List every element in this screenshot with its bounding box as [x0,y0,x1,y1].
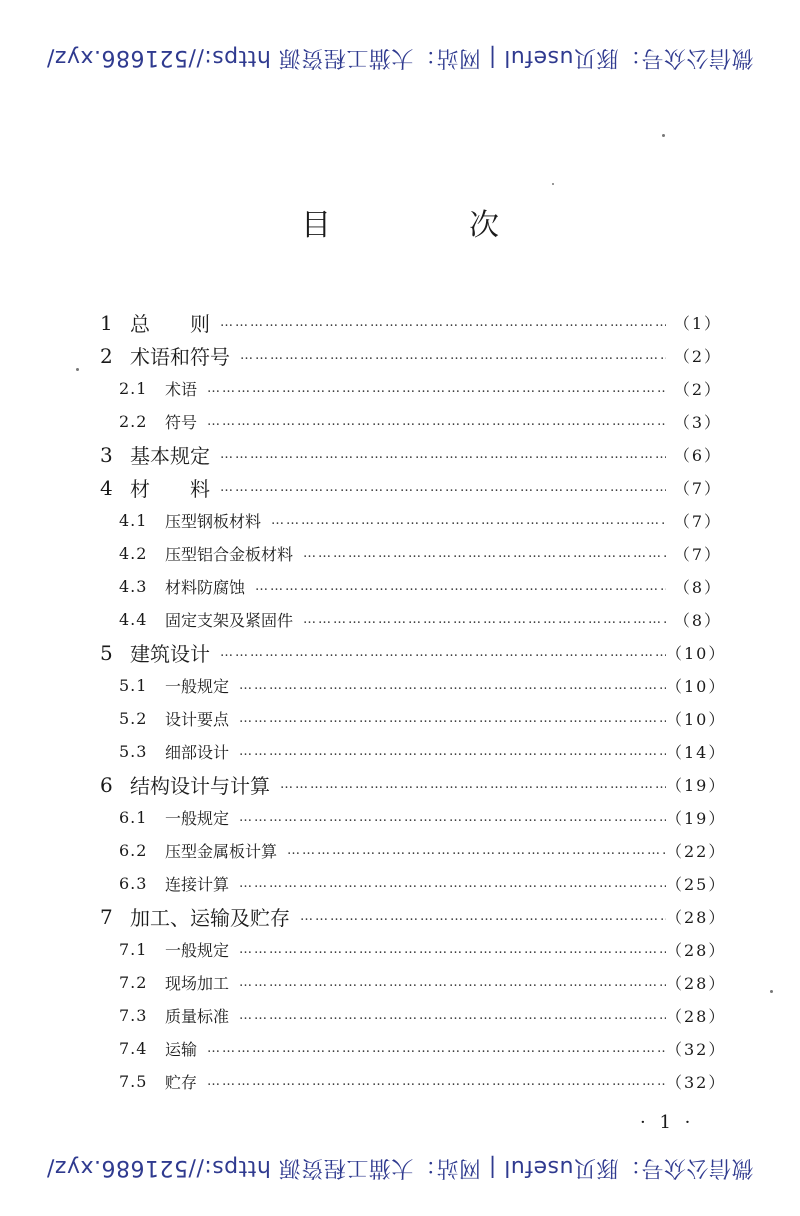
toc-section-row [100,801,727,834]
toc-label: 一般规定 [165,677,230,696]
toc-label: 压型金属板计算 [165,842,278,861]
toc-label: 质量标准 [165,1007,230,1026]
toc-section-row [100,999,727,1032]
toc-page: （8） [673,611,722,630]
toc-label: 术语和符号 [130,345,230,369]
toc-page: （22） [666,842,727,861]
toc-page: （10） [666,710,727,729]
toc-number: 2 [100,343,113,368]
toc-leader-dots [207,413,666,431]
toc-section-row [100,603,722,636]
toc-page: （32） [666,1073,727,1092]
toc-leader-dots [207,380,666,398]
toc-page: （19） [666,776,727,795]
toc-page: （25） [666,875,727,894]
toc-number: 4.2 [119,544,148,563]
toc-label: 基本规定 [130,444,210,468]
toc-leader-dots [220,479,666,497]
toc-page: （14） [666,743,727,762]
toc-number: 5.2 [119,709,148,728]
toc-number: 4.4 [119,610,148,629]
toc-number: 6 [100,772,113,797]
scan-speck [76,368,79,371]
toc-leader-dots [220,314,666,332]
toc-number: 6.1 [119,808,148,827]
toc-label: 加工、运输及贮存 [130,906,290,930]
toc-leader-dots [303,611,666,629]
toc-label: 细部设计 [165,743,230,762]
toc-number: 6.3 [119,874,148,893]
toc-number: 5 [100,640,113,665]
toc-page: （7） [673,512,722,531]
toc-page: （10） [666,644,727,663]
watermark-top: 微信公众号：豚贝useful | 网站：大猫工程资源 https://521686.xyz/ [46,45,754,71]
toc-section-row [100,504,722,537]
page-title: 目 次 [301,208,553,243]
toc-leader-dots [220,446,666,464]
toc-label: 设计要点 [165,710,230,729]
toc-page: （2） [673,347,722,366]
toc-number: 7.5 [119,1072,148,1091]
toc-number: 7.1 [119,940,148,959]
toc-chapter-row [100,306,722,339]
toc-leader-dots [280,776,666,794]
toc-number: 4.3 [119,577,148,596]
toc-number: 7 [100,904,113,929]
toc-label: 压型铝合金板材料 [165,545,294,564]
toc-number: 7.4 [119,1039,148,1058]
toc-number: 1 [100,310,113,335]
toc-page: （19） [666,809,727,828]
toc-leader-dots [287,842,666,860]
toc-number: 3 [100,442,113,467]
toc-leader-dots [239,974,666,992]
toc-label: 材 料 [130,477,210,501]
toc-page: （8） [673,578,722,597]
toc-leader-dots [207,1073,666,1091]
toc-page: （28） [666,974,727,993]
toc-label: 贮存 [165,1073,198,1092]
toc-leader-dots [271,512,666,530]
toc-number: 2.2 [119,412,148,431]
toc-page: （2） [673,380,722,399]
toc-leader-dots [239,941,666,959]
toc-section-row [100,867,727,900]
scan-speck [770,990,773,993]
toc-section-row [100,1065,727,1098]
toc-label: 一般规定 [165,941,230,960]
toc-page: （7） [673,545,722,564]
toc-page: （3） [673,413,722,432]
toc-section-row [100,702,727,735]
toc-label: 材料防腐蚀 [165,578,246,597]
toc-page: （7） [673,479,722,498]
toc-label: 一般规定 [165,809,230,828]
page-number: · 1 · [640,1112,695,1133]
toc-number: 7.3 [119,1006,148,1025]
toc-section-row [100,933,727,966]
toc-number: 5.3 [119,742,148,761]
toc-section-row [100,735,727,768]
toc-number: 5.1 [119,676,148,695]
toc-leader-dots [239,710,666,728]
toc-page: （28） [666,1007,727,1026]
toc-leader-dots [220,644,666,662]
toc-page: （10） [666,677,727,696]
toc-leader-dots [239,743,666,761]
toc-leader-dots [240,347,666,365]
toc-label: 固定支架及紧固件 [165,611,294,630]
toc-page: （28） [666,908,727,927]
toc-label: 连接计算 [165,875,230,894]
toc-leader-dots [303,545,666,563]
toc-page: （6） [673,446,722,465]
toc-section-row [100,537,722,570]
toc-leader-dots [239,1007,666,1025]
toc-leader-dots [239,809,666,827]
toc-number: 6.2 [119,841,148,860]
toc-leader-dots [255,578,666,596]
toc-page: （1） [673,314,722,333]
toc-leader-dots [239,875,666,893]
toc-label: 建筑设计 [130,642,210,666]
toc-leader-dots [207,1040,666,1058]
toc-section-row [100,372,722,405]
toc-number: 4 [100,475,113,500]
toc-label: 术语 [165,380,198,399]
toc-number: 7.2 [119,973,148,992]
toc-label: 压型钢板材料 [165,512,262,531]
toc-page: （32） [666,1040,727,1059]
toc-leader-dots [239,677,666,695]
toc-label: 现场加工 [165,974,230,993]
toc-chapter-row [100,339,722,372]
toc-section-row [100,1032,727,1065]
toc-label: 符号 [165,413,198,432]
toc-number: 2.1 [119,379,148,398]
toc-section-row [100,966,727,999]
scan-speck [662,134,665,137]
toc-label: 运输 [165,1040,198,1059]
table-of-contents [100,306,727,1098]
toc-label: 结构设计与计算 [130,774,270,798]
toc-leader-dots [300,908,666,926]
toc-chapter-row [100,471,722,504]
toc-section-row [100,570,722,603]
watermark-bottom: 微信公众号：豚贝useful | 网站：大猫工程资源 https://521686.xyz/ [46,1155,754,1181]
toc-section-row [100,405,722,438]
toc-section-row [100,834,727,867]
toc-section-row [100,669,727,702]
toc-label: 总 则 [130,312,210,336]
scan-speck [552,183,554,185]
toc-chapter-row [100,636,727,669]
toc-chapter-row [100,438,722,471]
toc-chapter-row [100,768,727,801]
toc-number: 4.1 [119,511,148,530]
toc-chapter-row [100,900,727,933]
toc-page: （28） [666,941,727,960]
